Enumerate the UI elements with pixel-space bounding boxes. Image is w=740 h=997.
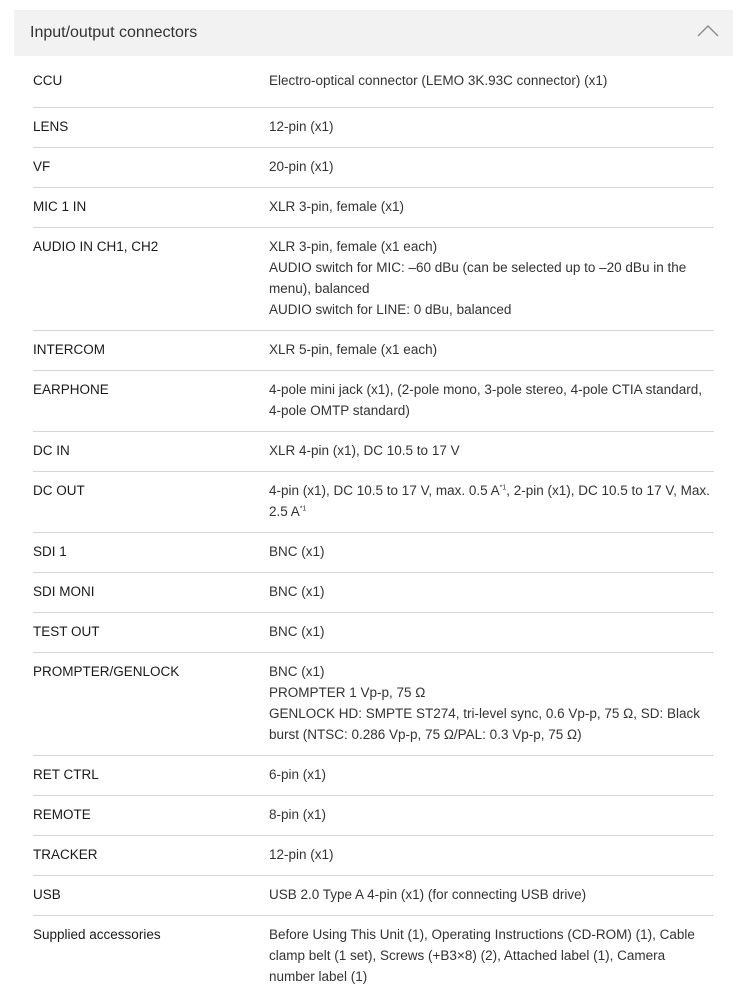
table-row bbox=[33, 188, 714, 228]
io-connectors-accordion bbox=[0, 10, 740, 997]
value-line: 8-pin (x1) bbox=[269, 807, 327, 822]
table-row bbox=[33, 916, 714, 997]
value-line: PROMPTER 1 Vp-p, 75 Ω bbox=[269, 685, 426, 700]
value-line: XLR 4-pin (x1), DC 10.5 to 17 V bbox=[269, 443, 460, 458]
row-label: TRACKER bbox=[33, 847, 98, 862]
row-value bbox=[269, 236, 714, 320]
value-line: AUDIO switch for MIC: –60 dBu (can be selected up to –20 dBu in the menu), balanced bbox=[269, 260, 687, 296]
accordion-header[interactable] bbox=[14, 10, 733, 56]
row-value bbox=[269, 924, 714, 987]
table-row bbox=[33, 756, 714, 796]
row-value bbox=[269, 661, 714, 745]
row-value bbox=[269, 844, 714, 865]
value-line: 12-pin (x1) bbox=[269, 847, 334, 862]
table-row bbox=[33, 228, 714, 331]
table-row bbox=[33, 796, 714, 836]
row-value bbox=[269, 339, 714, 360]
row-value bbox=[269, 440, 714, 461]
table-row bbox=[33, 876, 714, 916]
row-label: SDI MONI bbox=[33, 584, 95, 599]
row-label: CCU bbox=[33, 73, 63, 88]
table-row bbox=[33, 331, 714, 371]
table-row bbox=[33, 653, 714, 756]
row-label: EARPHONE bbox=[33, 382, 109, 397]
accordion-title: Input/output connectors bbox=[30, 24, 198, 41]
table-row bbox=[33, 148, 714, 188]
value-text: , 2-pin (x1), DC 10.5 to 17 V, Max. 2.5 A bbox=[269, 483, 710, 519]
row-label: PROMPTER/GENLOCK bbox=[33, 664, 180, 679]
row-value bbox=[269, 804, 714, 825]
table-row bbox=[33, 573, 714, 613]
row-label: TEST OUT bbox=[33, 624, 100, 639]
table-row bbox=[33, 472, 714, 533]
row-value bbox=[269, 541, 714, 562]
table-row bbox=[33, 371, 714, 432]
row-value bbox=[269, 581, 714, 602]
row-label: VF bbox=[33, 159, 51, 174]
row-value bbox=[269, 884, 714, 905]
row-value bbox=[269, 621, 714, 642]
value-line: AUDIO switch for LINE: 0 dBu, balanced bbox=[269, 302, 512, 317]
row-label: INTERCOM bbox=[33, 342, 105, 357]
value-line: Before Using This Unit (1), Operating Instructions (CD-ROM) (1), Cable clamp belt (1 set), Screws (+B3×8) (2), Attached label (1), Camera number label (1) bbox=[269, 927, 695, 984]
row-label: DC IN bbox=[33, 443, 70, 458]
row-value bbox=[269, 764, 714, 785]
row-value bbox=[269, 156, 714, 177]
value-line: BNC (x1) bbox=[269, 624, 325, 639]
footnote-marker: *1 bbox=[299, 505, 307, 513]
value-line: 20-pin (x1) bbox=[269, 159, 334, 174]
spec-table bbox=[33, 64, 714, 997]
row-label: Supplied accessories bbox=[33, 927, 161, 942]
value-line: BNC (x1) bbox=[269, 544, 325, 559]
row-label: AUDIO IN CH1, CH2 bbox=[33, 239, 159, 254]
row-label: RET CTRL bbox=[33, 767, 99, 782]
footnote-marker: *1 bbox=[499, 484, 507, 492]
value-line: 6-pin (x1) bbox=[269, 767, 327, 782]
row-label: DC OUT bbox=[33, 483, 85, 498]
table-row bbox=[33, 533, 714, 573]
value-line: USB 2.0 Type A 4-pin (x1) (for connecting USB drive) bbox=[269, 887, 587, 902]
value-line: Electro-optical connector (LEMO 3K.93C connector) (x1) bbox=[269, 73, 608, 88]
value-line: 4-pole mini jack (x1), (2-pole mono, 3-pole stereo, 4-pole CTIA standard, 4-pole OMTP standard) bbox=[269, 382, 702, 418]
row-label: MIC 1 IN bbox=[33, 199, 87, 214]
chevron-up-icon[interactable] bbox=[697, 24, 719, 38]
row-label: USB bbox=[33, 887, 61, 902]
table-row bbox=[33, 613, 714, 653]
row-value bbox=[269, 70, 714, 91]
row-value bbox=[269, 116, 714, 137]
value-line: XLR 3-pin, female (x1) bbox=[269, 199, 405, 214]
value-line: GENLOCK HD: SMPTE ST274, tri-level sync, 0.6 Vp-p, 75 Ω, SD: Black burst (NTSC: 0.286 Vp-p, 75 Ω/PAL: 0.3 Vp-p, 75 Ω) bbox=[269, 706, 700, 742]
row-label: REMOTE bbox=[33, 807, 91, 822]
row-value bbox=[269, 480, 714, 522]
value-line: BNC (x1) bbox=[269, 584, 325, 599]
value-line bbox=[269, 480, 714, 522]
table-row bbox=[33, 836, 714, 876]
value-line: XLR 5-pin, female (x1 each) bbox=[269, 342, 438, 357]
table-row bbox=[33, 432, 714, 472]
row-label: SDI 1 bbox=[33, 544, 67, 559]
value-line: BNC (x1) bbox=[269, 664, 325, 679]
table-row bbox=[33, 64, 714, 108]
row-value bbox=[269, 196, 714, 217]
row-value bbox=[269, 379, 714, 421]
value-line: 12-pin (x1) bbox=[269, 119, 334, 134]
value-text: 4-pin (x1), DC 10.5 to 17 V, max. 0.5 A bbox=[269, 483, 500, 498]
table-row bbox=[33, 108, 714, 148]
row-label: LENS bbox=[33, 119, 69, 134]
value-line: XLR 3-pin, female (x1 each) bbox=[269, 239, 438, 254]
